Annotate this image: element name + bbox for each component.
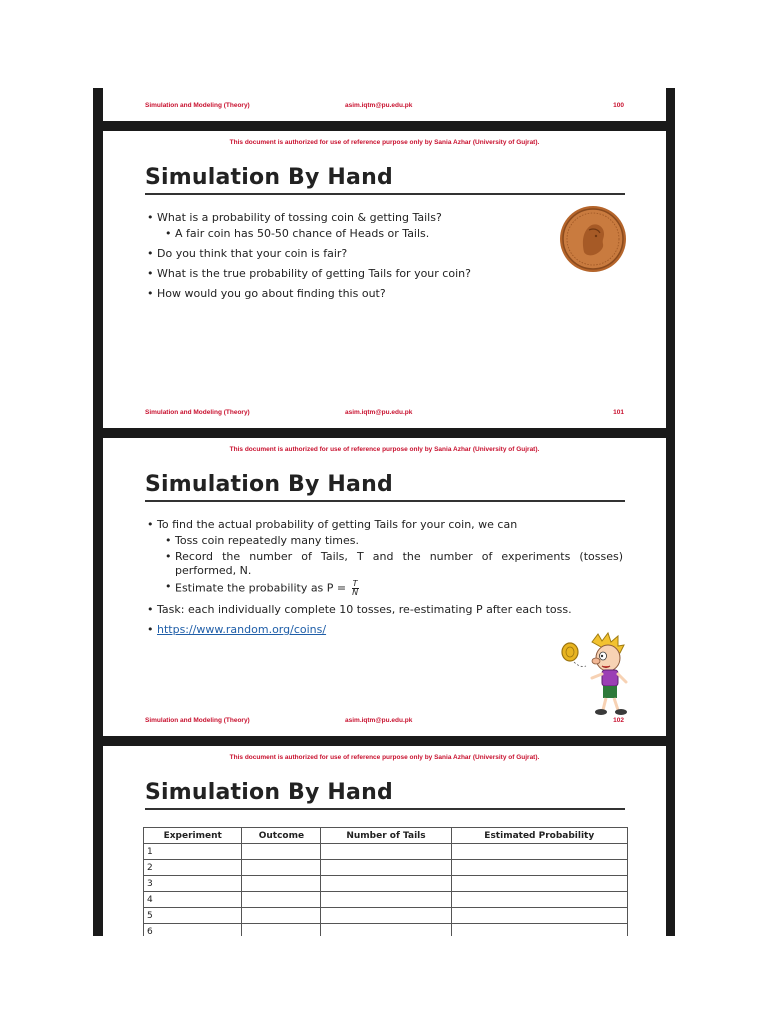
table-row [144,876,628,892]
slide-separator [93,428,675,438]
table-cell [242,860,321,876]
footer-course: Simulation and Modeling (Theory) [145,717,250,724]
slide-100-footer [103,88,666,121]
slide-footer [145,717,624,729]
left-border-bar [93,88,103,936]
table-cell [451,844,627,860]
footer-course: Simulation and Modeling (Theory) [145,409,250,416]
estimate-text: Estimate the probability as P = [175,581,347,595]
footer-email: asim.iqtm@pu.edu.pk [345,102,413,109]
table-cell [321,844,451,860]
slide-title: Simulation By Hand [145,780,393,805]
bullet: • Task: each individually complete 10 tosses, re-estimating P after each toss. [147,603,623,617]
bullet: • What is the true probability of getting Tails for your coin? [147,267,567,281]
table-header-row [144,828,628,844]
table-row [144,908,628,924]
slide-separator [93,736,675,746]
slide-footer [145,102,624,114]
bullet-list [147,211,567,307]
sub-bullet [165,580,623,597]
fraction-numerator: T [352,579,358,588]
table-row [144,844,628,860]
table-cell: 2 [144,860,242,876]
fraction [352,580,359,597]
table-cell: 5 [144,908,242,924]
table-cell [242,892,321,908]
column-header: Number of Tails [321,828,451,844]
table-row [144,860,628,876]
authorization-note: This document is authorized for use of reference purpose only by Sania Azhar (University of Gujrat). [229,139,540,146]
table-cell: 3 [144,876,242,892]
sub-bullet: • Toss coin repeatedly many times. [165,534,623,548]
table-row [144,892,628,908]
title-underline [145,500,625,502]
title-underline [145,808,625,810]
slide-101 [103,131,666,428]
slide-102 [103,438,666,736]
table-cell [321,860,451,876]
slide-title: Simulation By Hand [145,472,393,497]
table-cell: 1 [144,844,242,860]
tosses-table [143,827,628,936]
table-cell [321,924,451,937]
table-cell [242,924,321,937]
sub-bullet: • Record the number of Tails, T and the number of experiments (tosses) performed, N. [165,550,623,578]
table-cell [321,876,451,892]
authorization-note: This document is authorized for use of reference purpose only by Sania Azhar (University of Gujrat). [229,754,540,761]
table-cell [451,860,627,876]
table-cell: 4 [144,892,242,908]
column-header: Outcome [242,828,321,844]
sub-bullet: • A fair coin has 50-50 chance of Heads or Tails. [165,227,567,241]
table-cell: 6 [144,924,242,937]
bullet: • How would you go about finding this out? [147,287,567,301]
table-cell [242,876,321,892]
slide-title: Simulation By Hand [145,165,393,190]
page-number: 100 [613,102,624,109]
slide-103 [103,746,666,936]
slide-separator [93,121,675,131]
coin-image [558,204,628,274]
random-org-link[interactable]: https://www.random.org/coins/ [157,623,327,636]
right-border-bar [666,88,675,936]
footer-email: asim.iqtm@pu.edu.pk [345,717,413,724]
table-cell [242,844,321,860]
table-cell [451,892,627,908]
bullet: • What is a probability of tossing coin & getting Tails? [147,211,567,225]
title-underline [145,193,625,195]
table-cell [451,924,627,937]
page-number: 101 [613,409,624,416]
bullet: • Do you think that your coin is fair? [147,247,567,261]
footer-course: Simulation and Modeling (Theory) [145,102,250,109]
table-cell [451,908,627,924]
cartoon-boy-flipping-coin-image [550,628,642,720]
table-cell [242,908,321,924]
table-cell [321,908,451,924]
table-cell [451,876,627,892]
fraction-denominator: N [352,588,359,597]
footer-email: asim.iqtm@pu.edu.pk [345,409,413,416]
bullet-list [147,518,623,643]
table-row [144,924,628,937]
bullet: • To find the actual probability of getting Tails for your coin, we can [147,518,623,532]
column-header: Experiment [144,828,242,844]
authorization-note: This document is authorized for use of reference purpose only by Sania Azhar (University of Gujrat). [229,446,540,453]
column-header: Estimated Probability [451,828,627,844]
table-cell [321,892,451,908]
slide-footer [145,409,624,421]
page-number: 102 [613,717,624,724]
